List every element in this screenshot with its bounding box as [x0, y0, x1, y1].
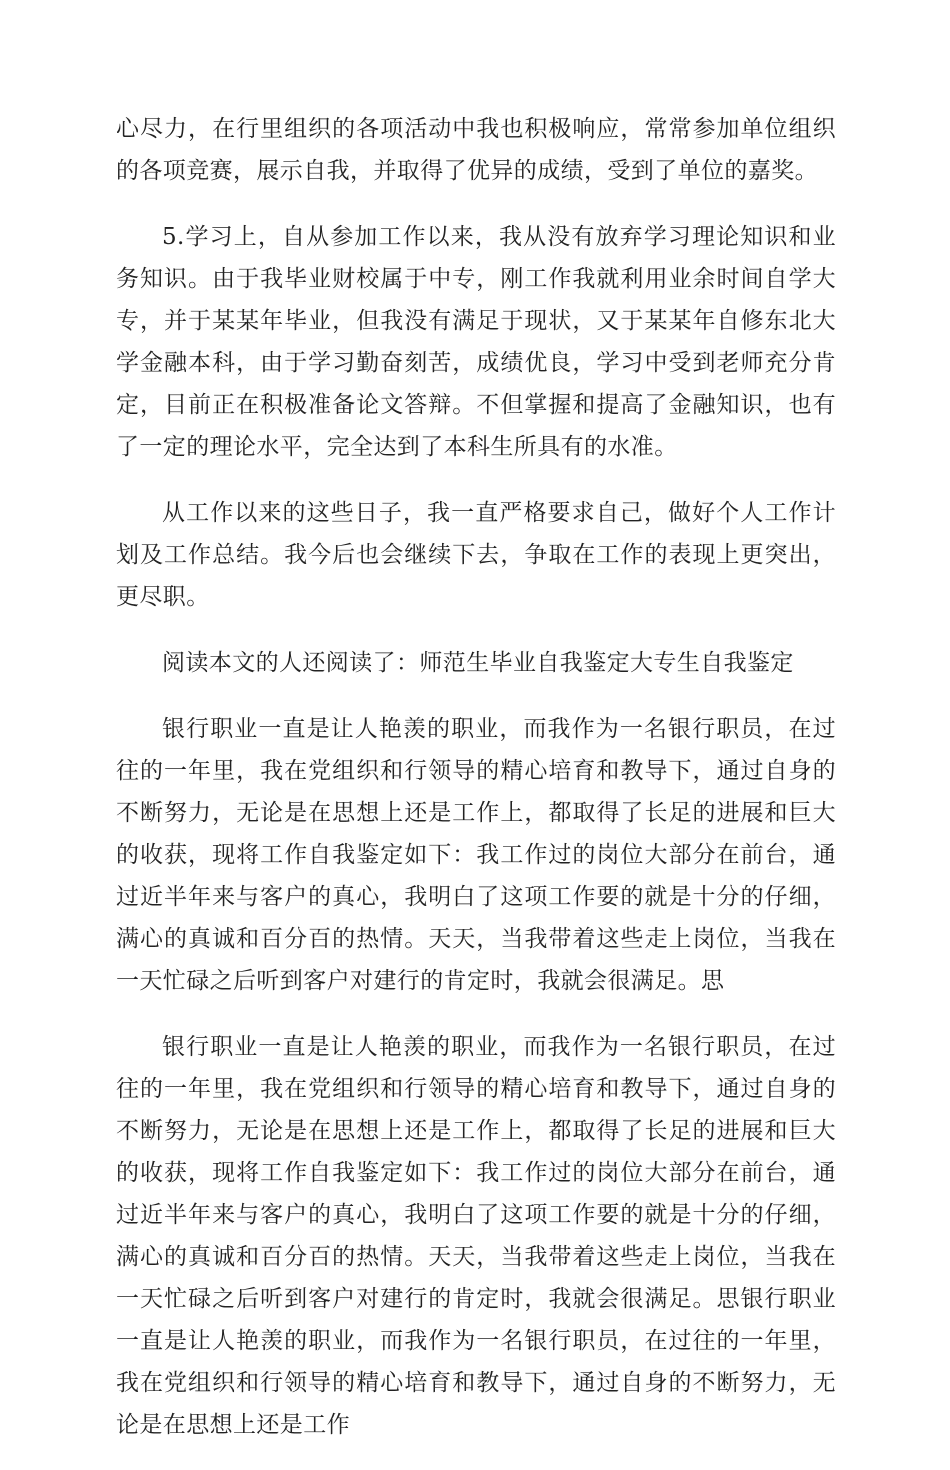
paragraph-2: 5.学习上，自从参加工作以来，我从没有放弃学习理论知识和业务知识。由于我毕业财校属于中专，刚工作我就利用业余时间自学大专，并于某某年毕业，但我没有满足于现状，又于某某年自修东北大学金融本科，由于学习勤奋刻苦，成绩优良，学习中受到老师充分肯定，目前正在积极准备论文答辩。不但掌握和提高了金融知识，也有了一定的理论水平，完全达到了本科生所具有的水准。 — [116, 224, 836, 460]
paragraph-4-related-reading: 阅读本文的人还阅读了：师范生毕业自我鉴定大专生自我鉴定 — [162, 650, 794, 676]
paragraph-6: 银行职业一直是让人艳羡的职业，而我作为一名银行职员，在过往的一年里，我在党组织和行领导的精心培育和教导下，通过自身的不断努力，无论是在思想上还是工作上，都取得了长足的进展和巨大的收获，现将工作自我鉴定如下：我工作过的岗位大部分在前台，通过近半年来与客户的真心，我明白了这项工作要的就是十分的仔细，满心的真诚和百分百的热情。天天，当我带着这些走上岗位，当我在一天忙碌之后听到客户对建行的肯定时，我就会很满足。思银行职业一直是让人艳羡的职业，而我作为一名银行职员，在过往的一年里，我在党组织和行领导的精心培育和教导下，通过自身的不断努力，无论是在思想上还是工作 — [116, 1034, 836, 1438]
document-body — [116, 108, 836, 1470]
paragraph-3: 从工作以来的这些日子，我一直严格要求自己，做好个人工作计划及工作总结。我今后也会继续下去，争取在工作的表现上更突出，更尽职。 — [116, 500, 836, 610]
paragraph-1: 心尽力，在行里组织的各项活动中我也积极响应，常常参加单位组织的各项竞赛，展示自我，并取得了优异的成绩，受到了单位的嘉奖。 — [116, 116, 836, 184]
paragraph-5: 银行职业一直是让人艳羡的职业，而我作为一名银行职员，在过往的一年里，我在党组织和行领导的精心培育和教导下，通过自身的不断努力，无论是在思想上还是工作上，都取得了长足的进展和巨大的收获，现将工作自我鉴定如下：我工作过的岗位大部分在前台，通过近半年来与客户的真心，我明白了这项工作要的就是十分的仔细，满心的真诚和百分百的热情。天天，当我带着这些走上岗位，当我在一天忙碌之后听到客户对建行的肯定时，我就会很满足。思 — [116, 716, 836, 994]
